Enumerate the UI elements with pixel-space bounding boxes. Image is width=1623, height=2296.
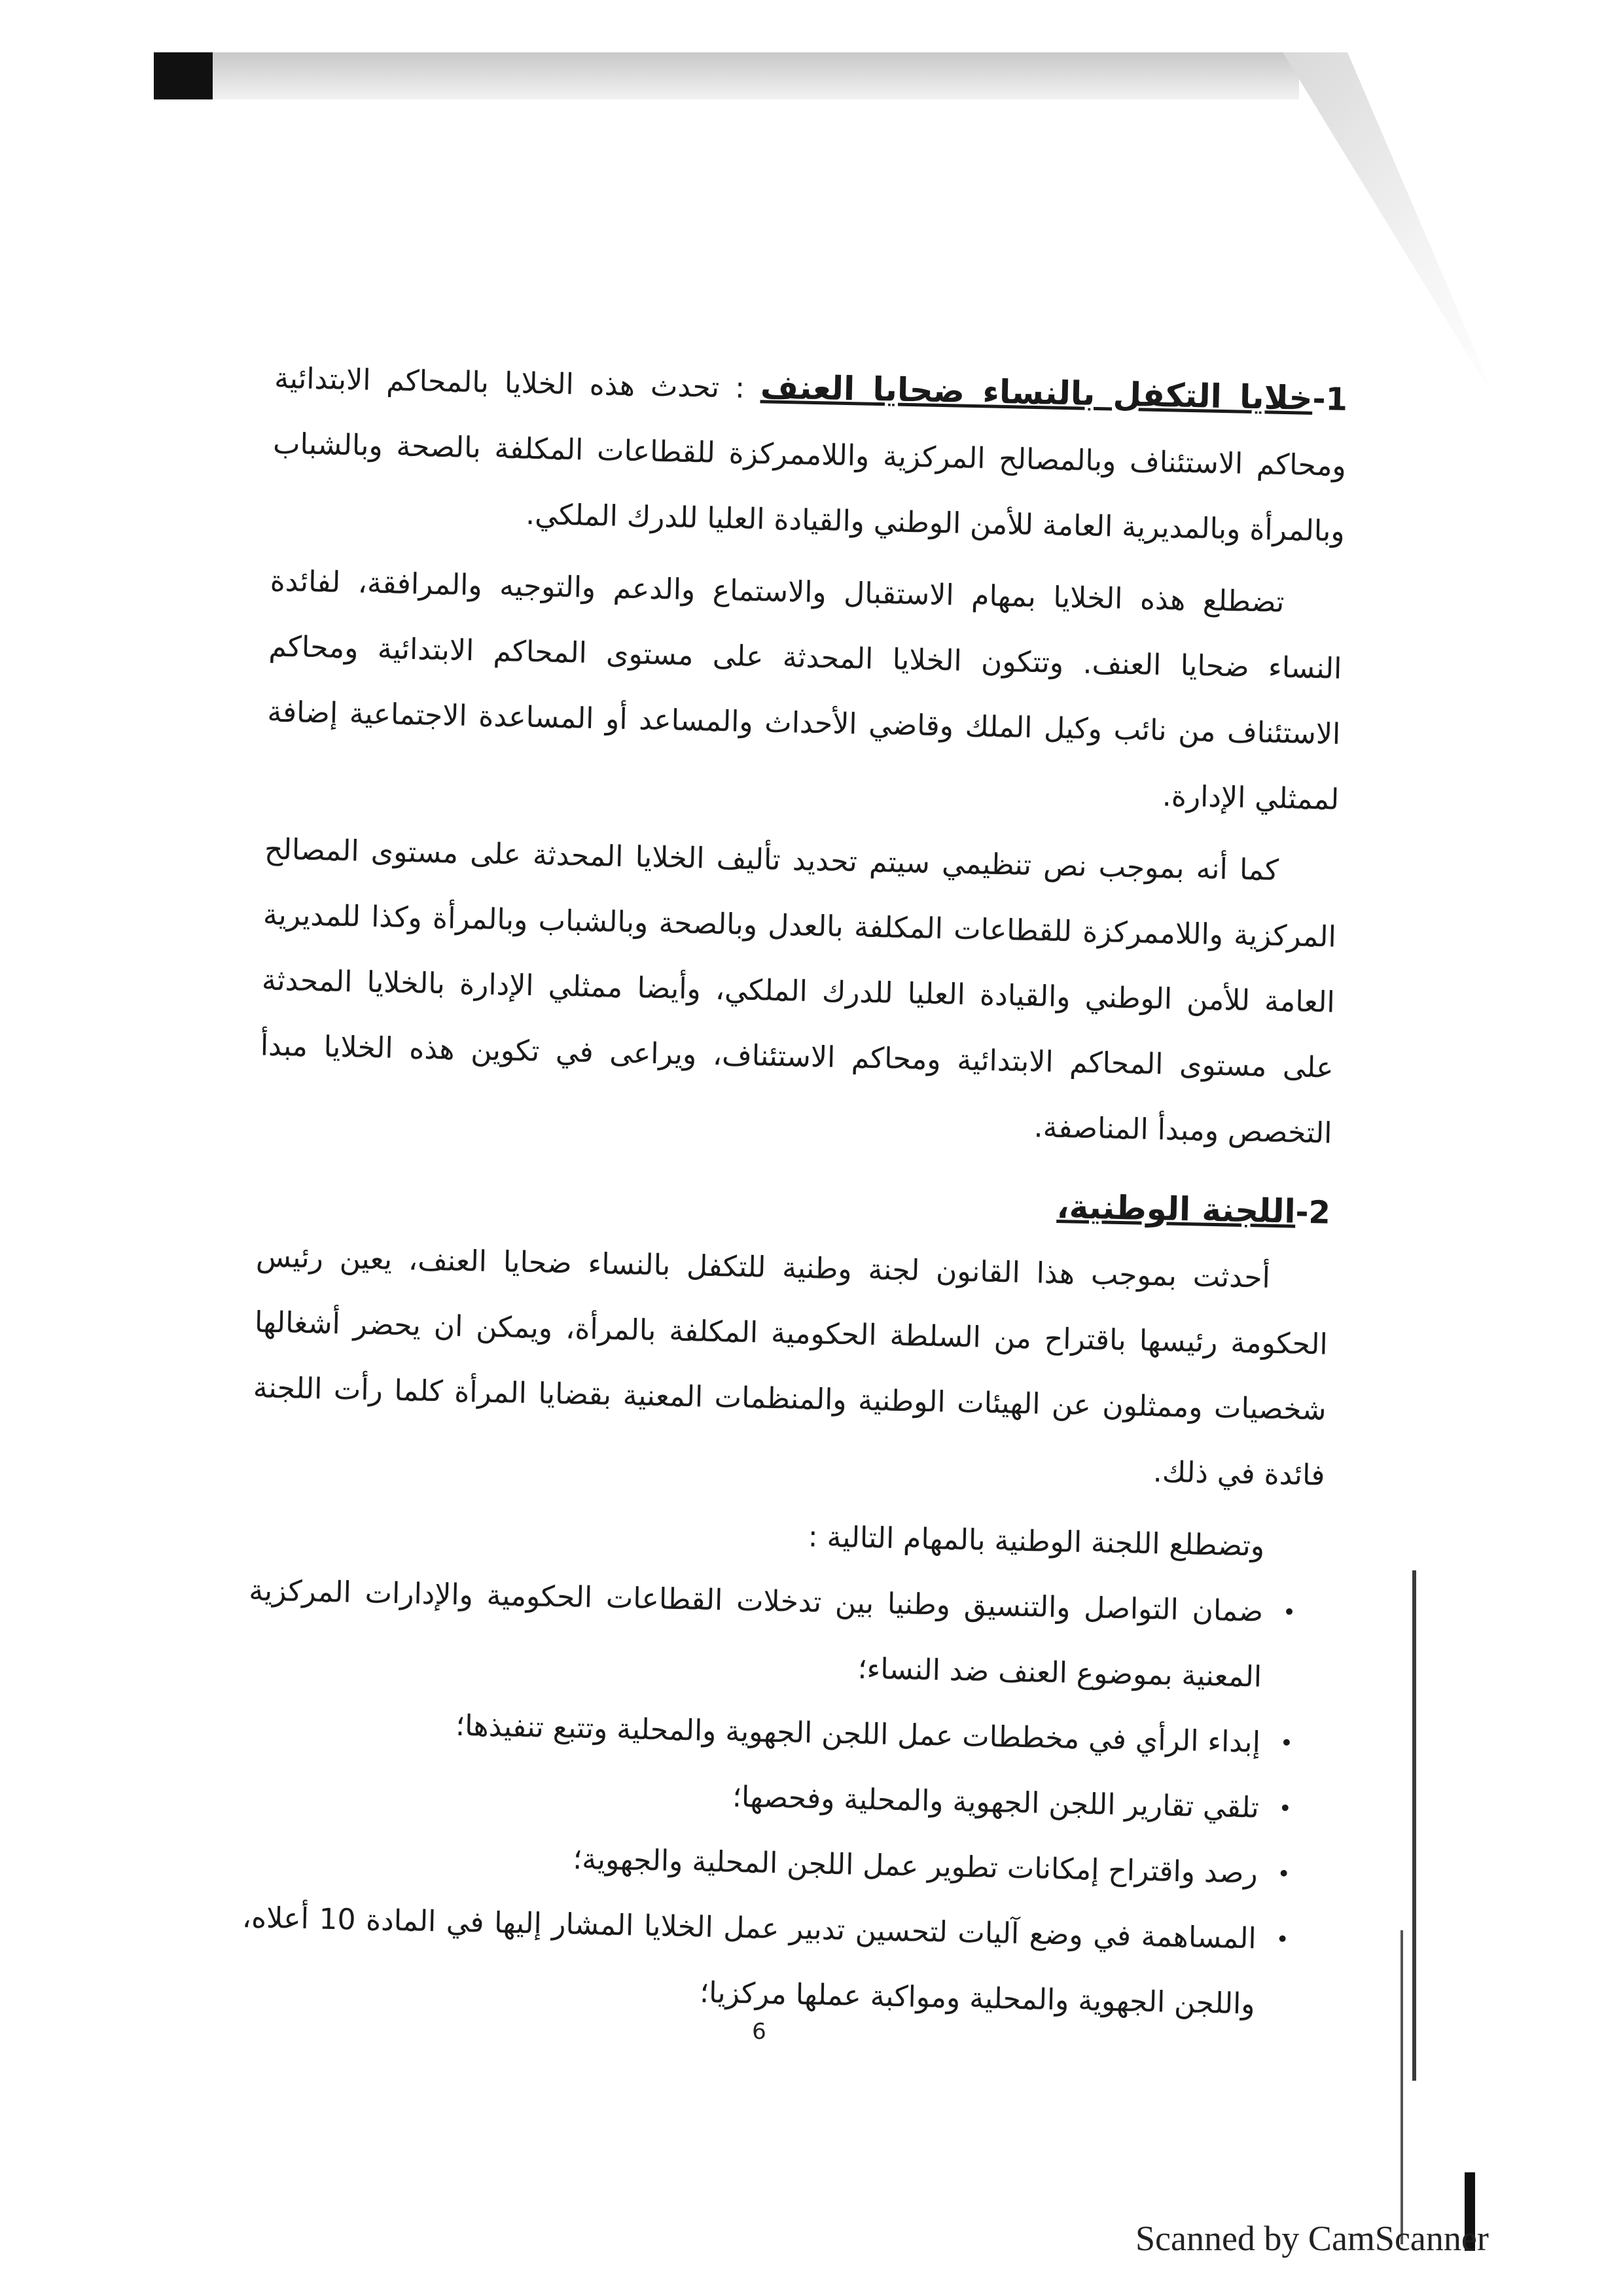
scan-edge-line xyxy=(1412,1570,1416,2081)
scan-top-dark-mark xyxy=(154,52,213,99)
section2-paragraph-1: أحدثت بموجب هذا القانون لجنة وطنية للتكفل بالنساء ضحايا العنف، يعين رئيس الحكومة رئيسها باقتراح من السلطة الحكومية المكلفة بالمرأة، ويمكن ان يحضر أشغالها شخصيات وممثلون عن الهيئات الوطنية والمنظمات المعنية بقضايا المرأة كلما رأت اللجنة فائدة في ذلك. xyxy=(253,1240,1329,1492)
bullet-icon: • xyxy=(1278,1795,1293,1822)
section1-paragraph-2: تضطلع هذه الخلايا بمهام الاستقبال والاستماع والدعم والتوجيه والمرافقة، لفائدة النساء ضحايا العنف. وتتكون الخلايا المحدثة على مستوى المحاكم الابتدائية ومحاكم الاستئناف من نائب وكيل الملك وقاضي الأحداث والمساعد أو المساعدة الاجتماعية إضافة لممثلي الإدارة. xyxy=(267,564,1342,817)
document-body xyxy=(240,344,1348,2039)
task-text: ضمان التواصل والتنسيق وطنيا بين تدخلات القطاعات الحكومية والإدارات المركزية المعنية بموضوع العنف ضد النساء؛ xyxy=(248,1574,1264,1694)
section1-intro-text: : تحدث هذه الخلايا بالمحاكم الابتدائية ومحاكم الاستئناف وبالمصالح المركزية واللاممركزة للقطاعات المكلفة بالصحة وبالشباب وبالمرأة وبالمديرية العامة للأمن الوطني والقيادة العليا للدرك الملكي. xyxy=(272,361,1347,548)
section2-title: اللجنة الوطنية، xyxy=(1056,1187,1296,1231)
section1-intro-paragraph xyxy=(271,344,1348,565)
section1-number: 1- xyxy=(1312,380,1348,418)
list-item xyxy=(247,1558,1296,1710)
bullet-icon: • xyxy=(1282,1599,1296,1626)
section2-number: 2- xyxy=(1294,1193,1331,1231)
bullet-icon: • xyxy=(1275,1926,1290,1953)
scan-edge-line xyxy=(1400,1930,1403,2244)
task-text: إبداء الرأي في مخططات عمل اللجن الجهوية والمحلية وتتبع تنفيذها؛ xyxy=(455,1708,1261,1759)
task-text: رصد واقتراح إمكانات تطوير عمل اللجن المحلية والجهوية؛ xyxy=(572,1842,1258,1890)
section1-paragraph-3: كما أنه بموجب نص تنظيمي سيتم تحديد تأليف الخلايا المحدثة على مستوى المصالح المركزية واللاممركزة للقطاعات المكلفة بالعدل وبالصحة وبالشباب وبالمرأة وكذا للمديرية العامة للأمن الوطني والقيادة العليا للدرك الملكي، وأيضا ممثلي الإدارة بالخلايا المحدثة على مستوى المحاكم الابتدائية ومحاكم الاستئناف، ويراعى في تكوين هذه الخلايا مبدأ التخصص ومبدأ المناصفة. xyxy=(260,832,1337,1150)
scan-folded-corner xyxy=(1283,52,1499,406)
tasks-list xyxy=(240,1558,1323,2038)
task-text: تلقي تقارير اللجن الجهوية والمحلية وفحصها؛ xyxy=(732,1780,1260,1825)
scan-top-shadow xyxy=(154,52,1299,99)
task-text: المساهمة في وضع آليات لتحسين تدبير عمل الخلايا المشار إليها في المادة 10 أعلاه، واللجن الجهوية والمحلية ومواكبة عملها مركزيا؛ xyxy=(241,1901,1257,2021)
bullet-icon: • xyxy=(1277,1861,1291,1888)
bullet-icon: • xyxy=(1279,1730,1294,1757)
tasks-lead: وتضطلع اللجنة الوطنية بالمهام التالية : xyxy=(808,1520,1265,1563)
section1-title: خلايا التكفل بالنساء ضحايا العنف xyxy=(760,368,1313,417)
page-number: 6 xyxy=(752,2019,766,2045)
scanner-watermark: Scanned by CamScanner xyxy=(1135,2219,1489,2258)
list-item xyxy=(240,1885,1290,2037)
